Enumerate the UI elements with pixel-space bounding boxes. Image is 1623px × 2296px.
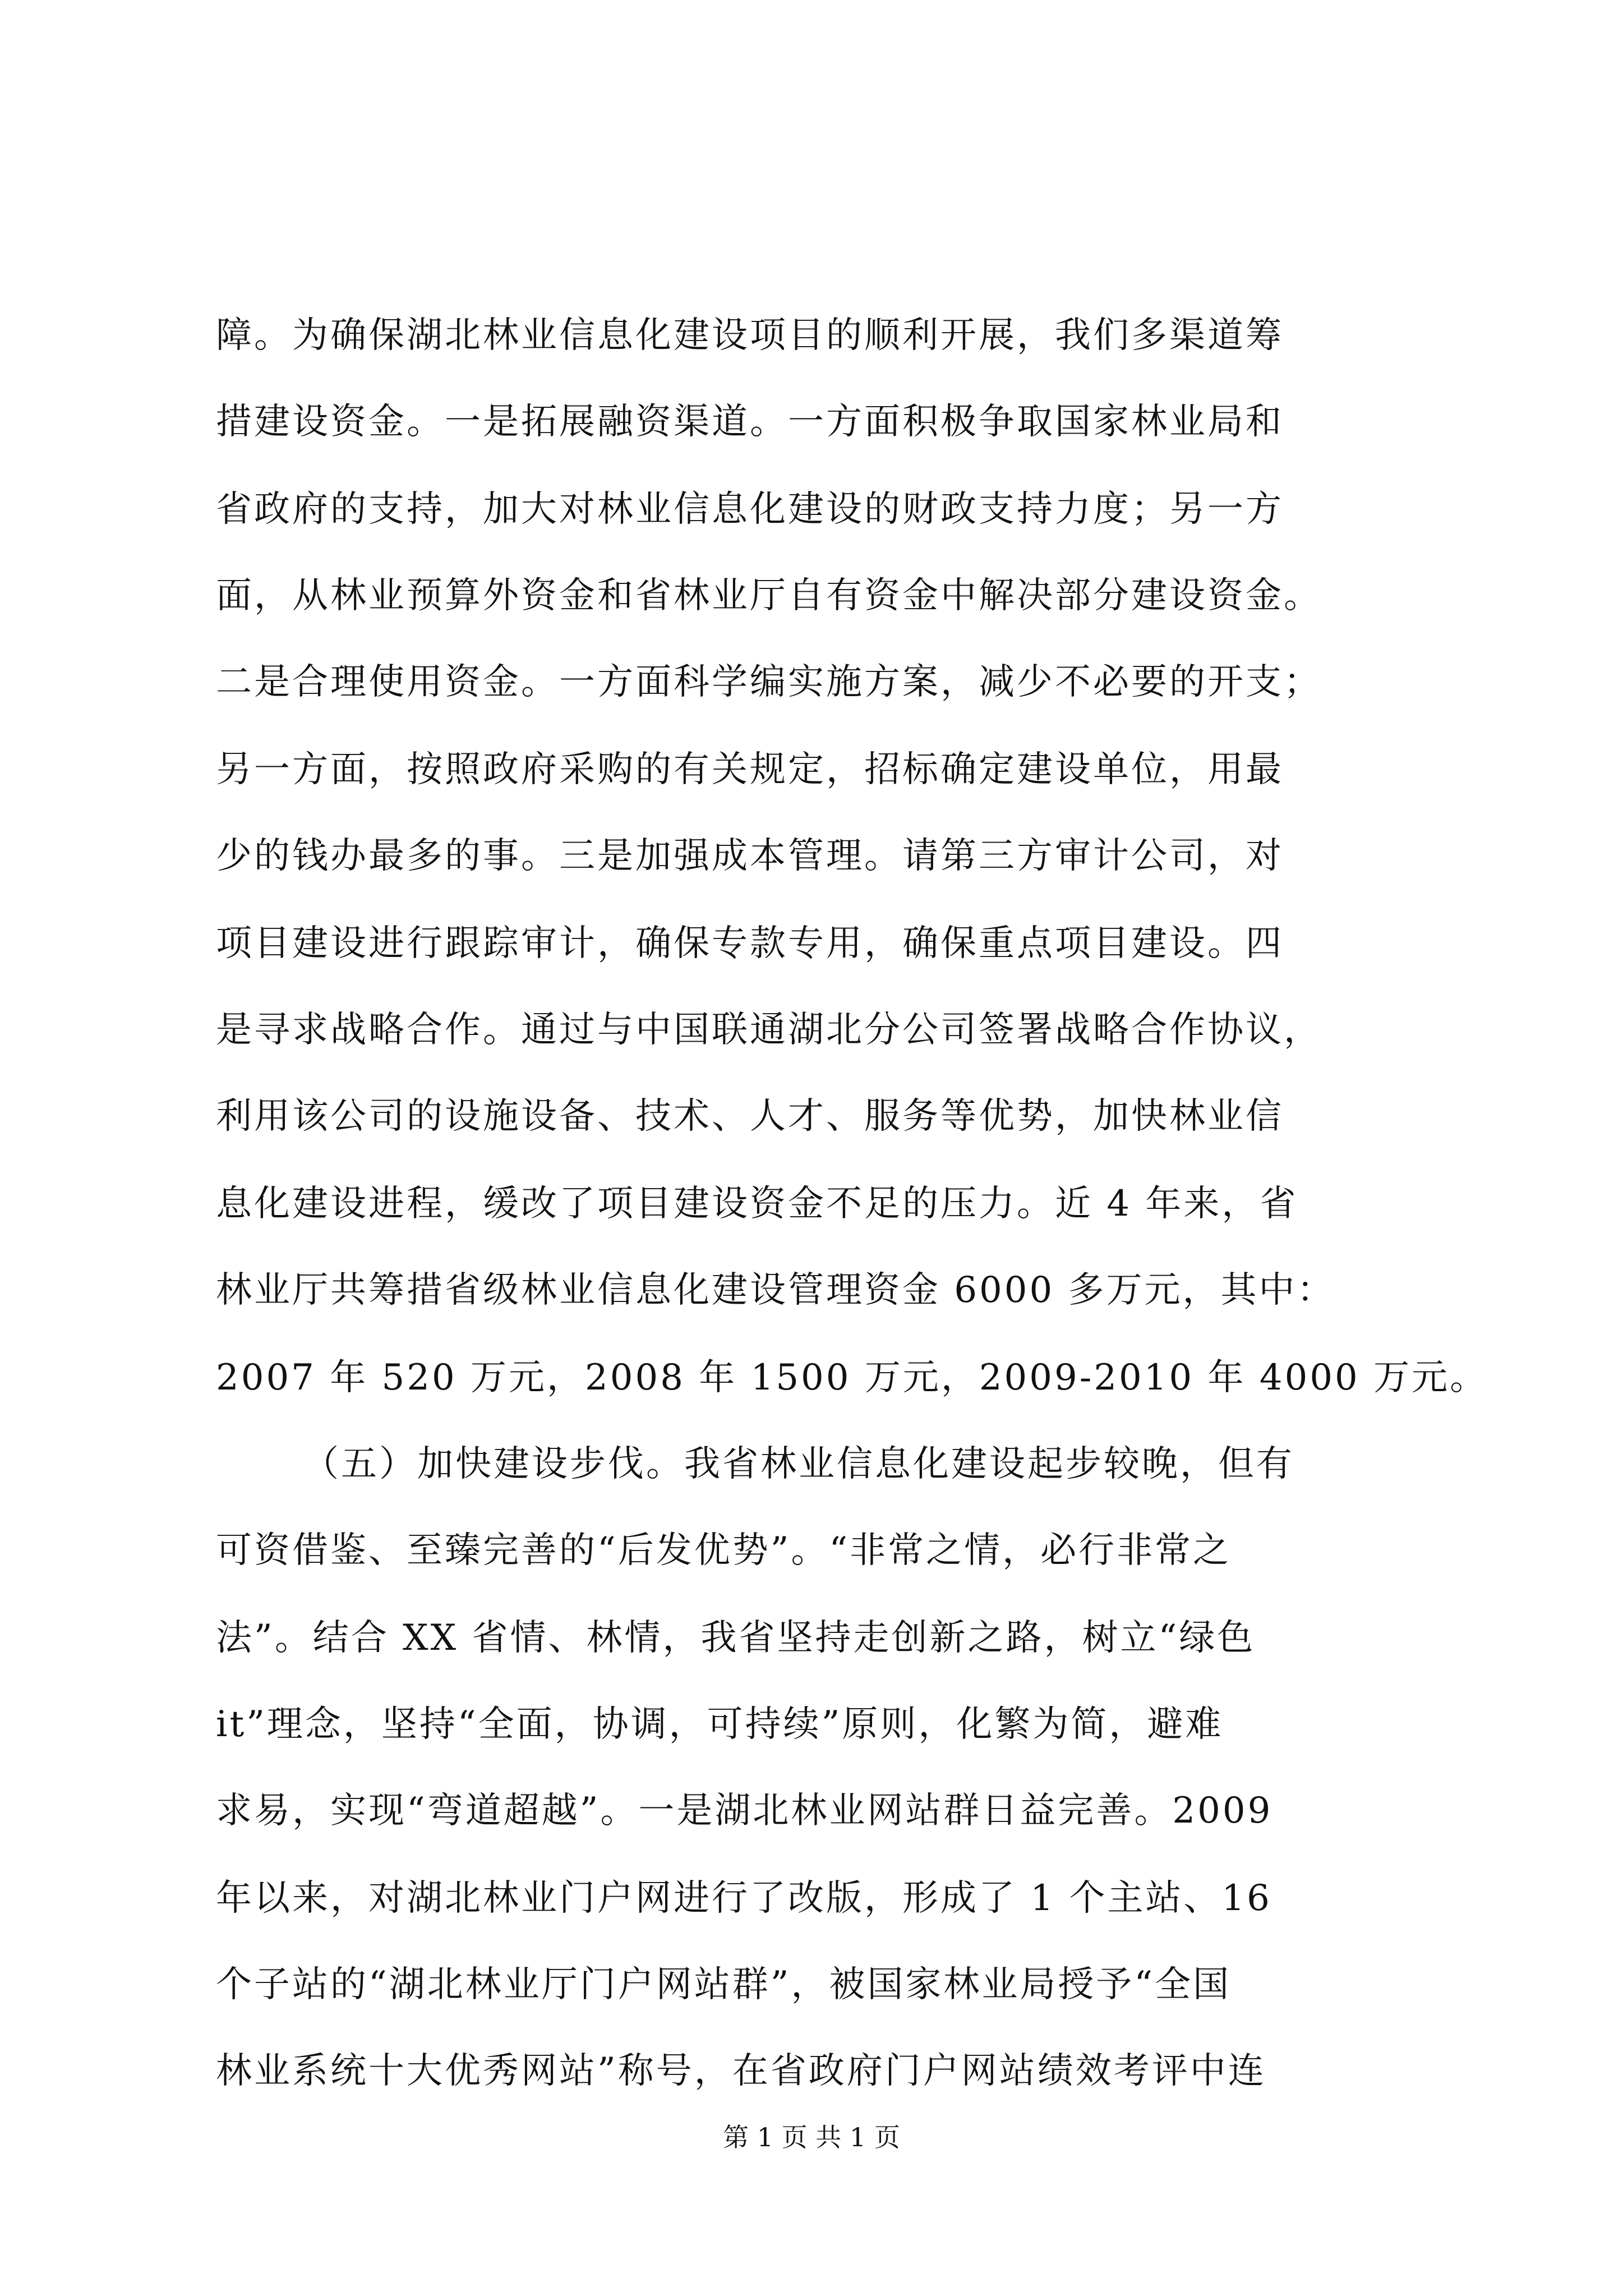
text-line: 是寻求战略合作。通过与中国联通湖北分公司签署战略合作协议，	[216, 1009, 1322, 1051]
text-line: 措建设资金。一是拓展融资渠道。一方面积极争取国家林业局和	[216, 401, 1284, 443]
text-line: 法”。结合 XX 省情、林情，我省坚持走创新之路，树立“绿色	[216, 1617, 1256, 1659]
text-line: 息化建设进程，缓改了项目建设资金不足的压力。近 4 年来，省	[216, 1183, 1298, 1225]
text-line: 个子站的“湖北林业厅门户网站群”，被国家林业局授予“全国	[216, 1964, 1232, 2005]
text-line: 2007 年 520 万元，2008 年 1500 万元，2009-2010 年 4000 万元。	[216, 1357, 1488, 1398]
text-line: 二是合理使用资金。一方面科学编实施方案，减少不必要的开支；	[216, 661, 1322, 703]
text-line: 面，从林业预算外资金和省林业厅自有资金中解决部分建设资金。	[216, 575, 1322, 616]
text-line: 利用该公司的设施设备、技术、人才、服务等优势，加快林业信	[216, 1096, 1284, 1137]
text-line: it”理念，坚持“全面，协调，可持续”原则，化繁为简，避难	[216, 1704, 1224, 1745]
paragraph-first-line: （五）加快建设步伐。我省林业信息化建设起步较晚，但有	[303, 1443, 1294, 1485]
text-line: 少的钱办最多的事。三是加强成本管理。请第三方审计公司，对	[216, 835, 1284, 877]
text-line: 年以来，对湖北林业门户网进行了改版，形成了 1 个主站、16	[216, 1878, 1272, 1919]
text-line: 省政府的支持，加大对林业信息化建设的财政支持力度；另一方	[216, 489, 1284, 530]
page-number-footer: 第 1 页 共 1 页	[723, 2122, 900, 2152]
text-line: 求易，实现“弯道超越”。一是湖北林业网站群日益完善。2009	[216, 1790, 1273, 1832]
text-line: 项目建设进行跟踪审计，确保专款专用，确保重点项目建设。四	[216, 923, 1284, 964]
text-line: 可资借鉴、至臻完善的“后发优势”。“非常之情，必行非常之	[216, 1530, 1232, 1571]
text-line: 障。为确保湖北林业信息化建设项目的顺利开展，我们多渠道筹	[216, 315, 1284, 356]
text-line: 林业系统十大优秀网站”称号，在省政府门户网站绩效考评中连	[216, 2050, 1266, 2092]
text-line: 另一方面，按照政府采购的有关规定，招标确定建设单位，用最	[216, 749, 1284, 790]
text-line: 林业厅共筹措省级林业信息化建设管理资金 6000 多万元，其中：	[216, 1269, 1335, 1311]
